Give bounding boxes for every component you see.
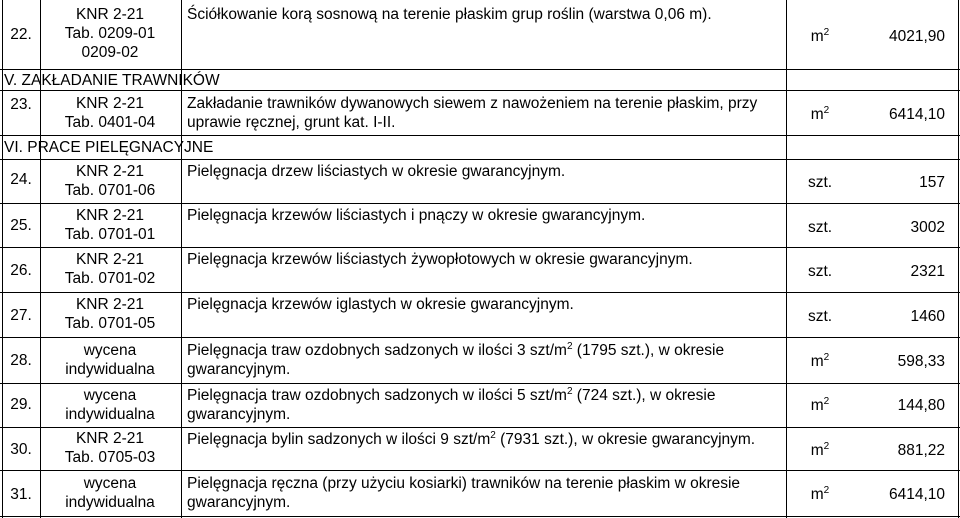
unit <box>790 218 850 237</box>
description-text: (1795 szt.), w okresie gwarancyjnym. <box>187 342 725 378</box>
unit-label: szt. <box>807 263 833 280</box>
catalog-code <box>40 386 180 424</box>
quantity: 1460 <box>910 308 945 325</box>
row-number: 31. <box>10 486 32 503</box>
row-number: 25. <box>10 217 32 234</box>
table-border-right <box>958 0 959 518</box>
row-divider <box>0 90 960 91</box>
unit-label: m <box>810 353 824 370</box>
quantity: 4021,90 <box>888 28 945 45</box>
catalog-code <box>40 250 180 288</box>
code-line: wycena <box>83 475 137 492</box>
code-line: Tab. 0701-05 <box>64 315 156 332</box>
row-number: 29. <box>10 396 32 413</box>
item-description: Pielęgnacja ręczna (przy użyciu kosiarki) trawników na terenie płaskim w okresie gwarancyjnym. <box>187 475 741 511</box>
description-text: (724 szt.), w okresie gwarancyjnym. <box>187 387 716 423</box>
code-line: KNR 2-21 <box>75 430 145 447</box>
code-line: Tab. 0705-03 <box>64 449 156 466</box>
unit <box>790 485 850 504</box>
unit-exponent: 2 <box>490 429 496 441</box>
code-line: indywidualna <box>65 406 155 423</box>
row-divider <box>0 159 960 160</box>
unit-label: szt. <box>807 219 833 236</box>
description-text: (7931 szt.), w okresie gwarancyjnym. <box>495 431 756 448</box>
row-number: 30. <box>10 441 32 458</box>
catalog-code <box>40 429 180 467</box>
quantity: 157 <box>919 174 945 191</box>
row-divider <box>0 427 960 428</box>
row-divider <box>0 383 960 384</box>
code-line: indywidualna <box>65 361 155 378</box>
item-description <box>187 386 787 424</box>
quantity: 144,80 <box>897 397 945 414</box>
row-divider <box>0 69 960 70</box>
item-description: Ściółkowanie korą sosnową na terenie płaskim grup roślin (warstwa 0,06 m). <box>187 6 712 23</box>
unit <box>790 262 850 281</box>
code-line: Tab. 0701-06 <box>64 182 156 199</box>
item-description: Pielęgnacja drzew liściastych w okresie gwarancyjnym. <box>187 163 566 180</box>
row-divider <box>0 516 960 517</box>
unit-exponent: 2 <box>823 440 830 452</box>
unit-exponent: 2 <box>566 340 573 352</box>
unit-label: m <box>810 397 824 414</box>
section-heading: VI. PRACE PIELĘGNACYJNE <box>4 139 214 156</box>
catalog-code <box>40 162 180 200</box>
row-divider <box>0 337 960 338</box>
unit-label: m <box>810 106 824 123</box>
catalog-code <box>40 295 180 333</box>
row-number: 28. <box>10 352 32 369</box>
unit <box>790 105 850 124</box>
code-line: KNR 2-21 <box>75 163 145 180</box>
code-line: indywidualna <box>65 494 155 511</box>
code-line: KNR 2-21 <box>75 6 145 23</box>
code-line: 0209-02 <box>81 44 139 61</box>
item-description: Pielęgnacja krzewów liściastych i pnączy w okresie gwarancyjnym. <box>187 207 646 224</box>
unit <box>790 441 850 460</box>
row-number: 23. <box>10 96 32 113</box>
quantity: 598,33 <box>897 353 945 370</box>
row-divider <box>0 135 960 136</box>
code-line: Tab. 0209-01 <box>64 25 156 42</box>
item-description: Pielęgnacja krzewów iglastych w okresie gwarancyjnym. <box>187 296 574 313</box>
unit-label: szt. <box>807 174 833 191</box>
row-number: 27. <box>10 307 32 324</box>
unit-label: szt. <box>807 308 833 325</box>
catalog-code <box>40 94 180 132</box>
quantity: 6414,10 <box>888 486 945 503</box>
code-line: KNR 2-21 <box>75 95 145 112</box>
unit <box>790 396 850 415</box>
code-line: KNR 2-21 <box>75 296 145 313</box>
quantity: 2321 <box>910 263 945 280</box>
unit <box>790 173 850 192</box>
row-number: 22. <box>10 26 32 43</box>
unit <box>790 307 850 326</box>
item-description <box>187 430 787 449</box>
unit-exponent: 2 <box>566 385 573 397</box>
item-description: Pielęgnacja krzewów liściastych żywopłotowych w okresie gwarancyjnym. <box>187 251 693 268</box>
code-line: Tab. 0701-02 <box>64 270 156 287</box>
quantity: 6414,10 <box>888 106 945 123</box>
unit-exponent: 2 <box>823 484 830 496</box>
description-text: Pielęgnacja traw ozdobnych sadzonych w ilości 5 szt/m <box>187 387 567 404</box>
code-line: wycena <box>83 342 137 359</box>
item-description: Zakładanie trawników dywanowych siewem z nawożeniem na terenie płaskim, przy uprawie ręcznej, grunt kat. I-II. <box>187 95 758 131</box>
unit <box>790 27 850 46</box>
code-line: Tab. 0401-04 <box>64 114 156 131</box>
unit-exponent: 2 <box>823 104 830 116</box>
catalog-code <box>40 341 180 379</box>
item-description <box>187 341 787 379</box>
row-number: 24. <box>10 171 32 188</box>
description-text: Pielęgnacja bylin sadzonych w ilości 9 szt/m <box>187 431 491 448</box>
catalog-code <box>40 206 180 244</box>
row-divider <box>0 247 960 248</box>
code-line: KNR 2-21 <box>75 251 145 268</box>
row-divider <box>0 292 960 293</box>
unit-label: m <box>810 28 824 45</box>
row-number: 26. <box>10 262 32 279</box>
unit-exponent: 2 <box>823 26 830 38</box>
row-divider <box>0 203 960 204</box>
unit-exponent: 2 <box>823 351 830 363</box>
code-line: wycena <box>83 387 137 404</box>
quantity: 3002 <box>910 219 945 236</box>
unit-label: m <box>810 486 824 503</box>
unit <box>790 352 850 371</box>
catalog-code <box>40 5 180 62</box>
quantity: 881,22 <box>897 442 945 459</box>
code-line: KNR 2-21 <box>75 207 145 224</box>
unit-exponent: 2 <box>823 395 830 407</box>
section-heading: V. ZAKŁADANIE TRAWNIKÓW <box>4 72 220 89</box>
row-divider <box>0 470 960 471</box>
code-line: Tab. 0701-01 <box>64 226 156 243</box>
description-text: Pielęgnacja traw ozdobnych sadzonych w ilości 3 szt/m <box>187 342 567 359</box>
unit-label: m <box>810 442 824 459</box>
catalog-code <box>40 474 180 512</box>
